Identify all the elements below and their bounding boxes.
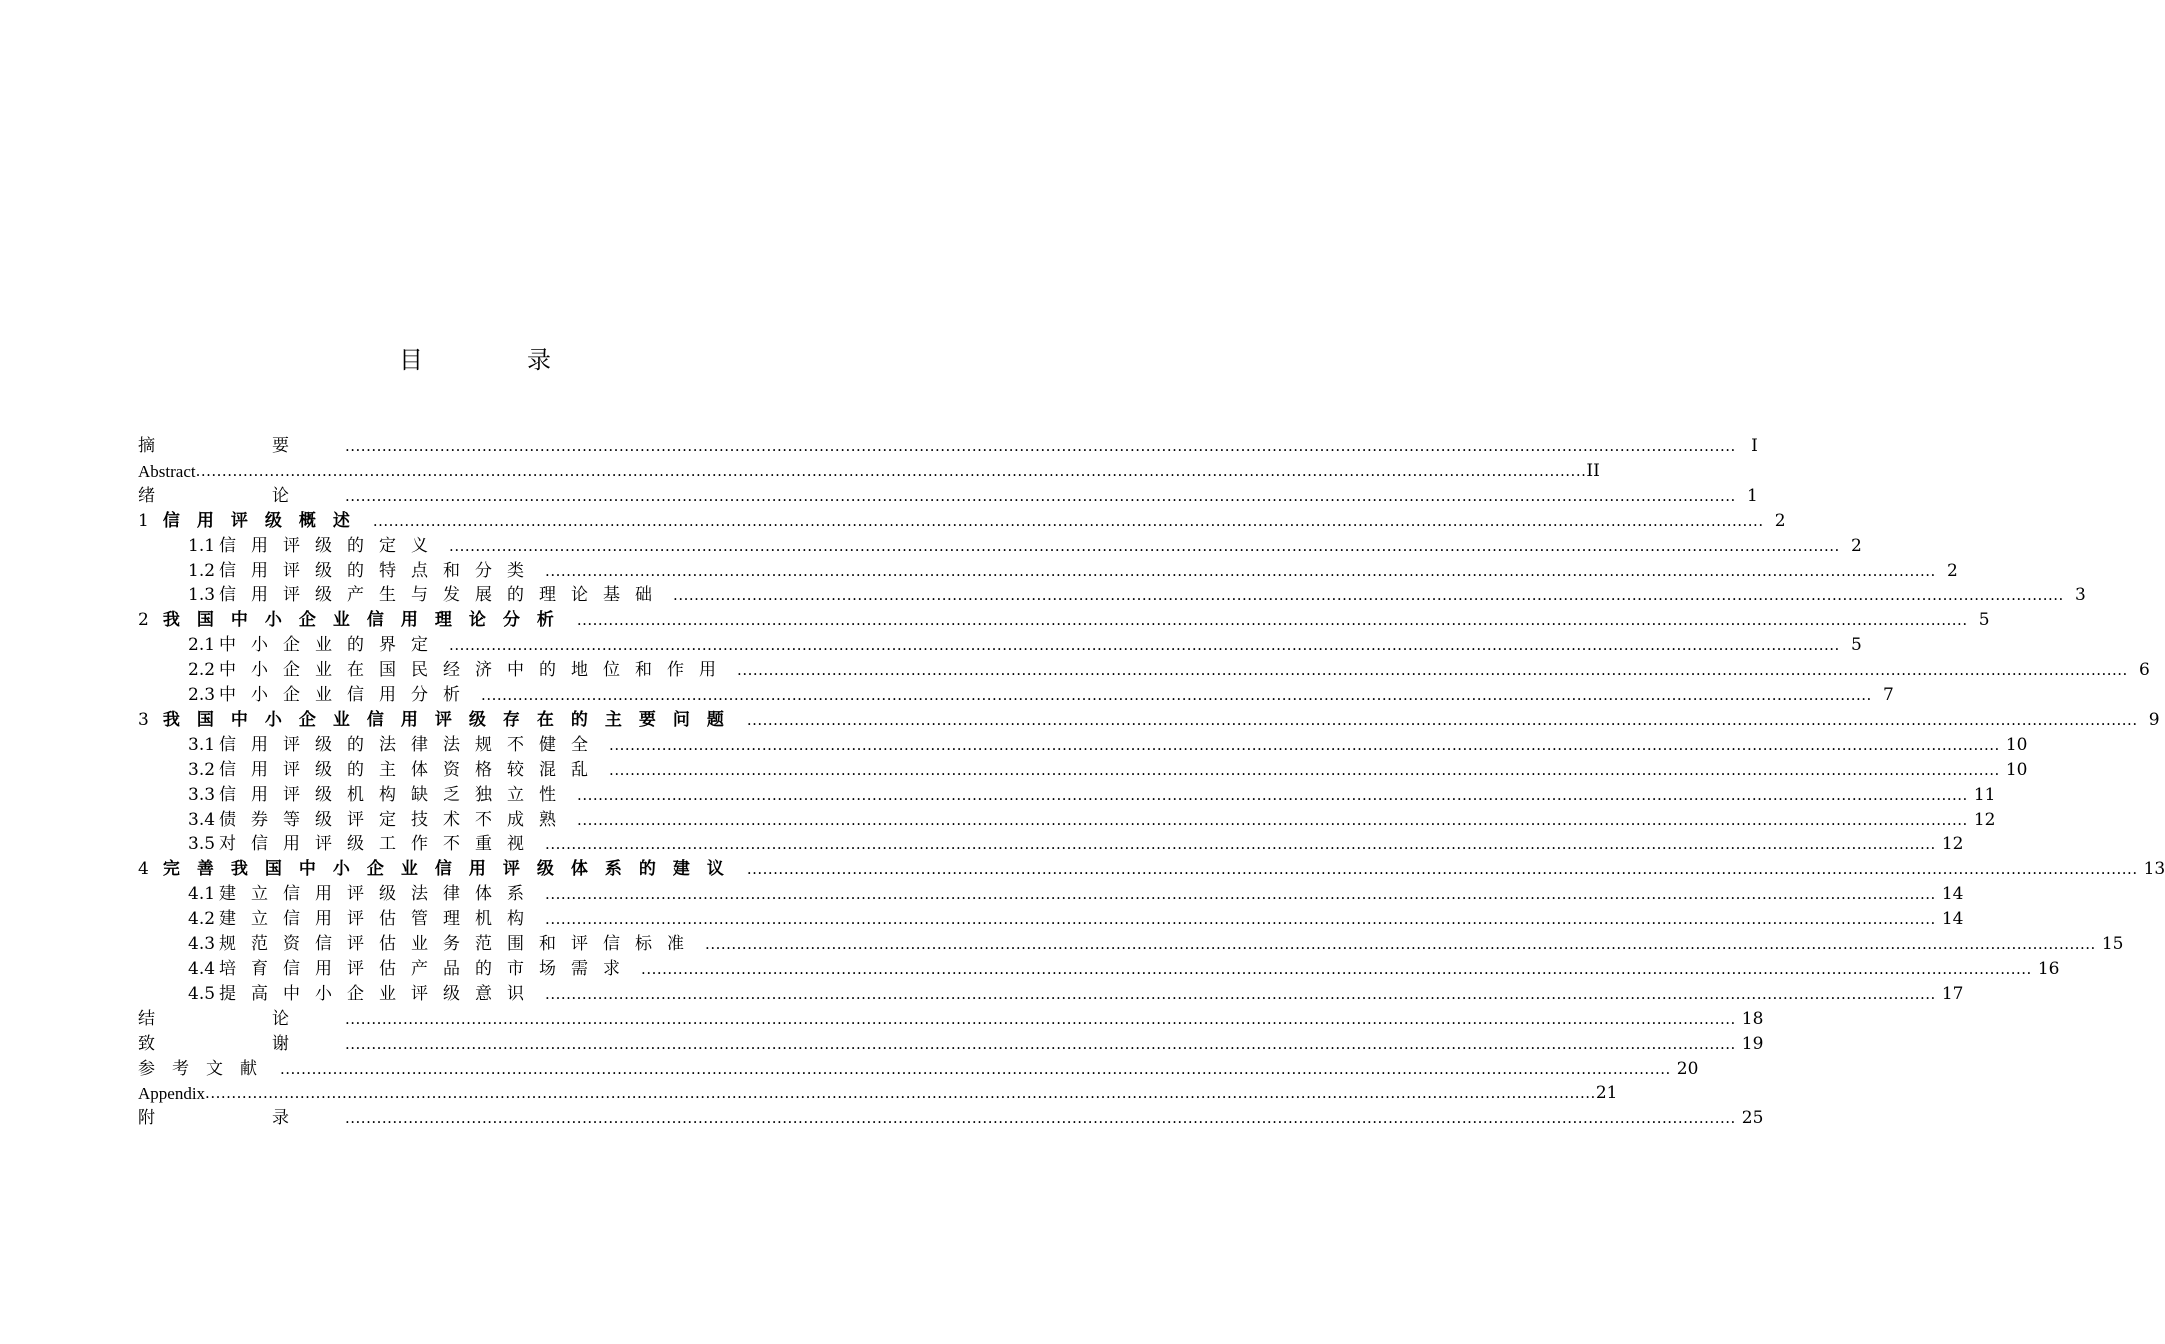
toc-entry-number: 4.1 <box>188 884 216 905</box>
toc-entry-page: 10 <box>2005 734 2028 755</box>
toc-entry-number: 3.3 <box>188 784 216 805</box>
toc-entry[interactable] <box>138 1106 1764 1131</box>
toc-entry[interactable] <box>138 708 2160 733</box>
toc-entry-title: 中小企业的界定 <box>219 635 444 656</box>
toc-entry-page: 14 <box>1941 909 1964 930</box>
toc-entry-page: 5 <box>1978 610 1990 631</box>
toc-entry-number: 1 <box>138 510 149 531</box>
toc-entry-page: 17 <box>1941 983 1964 1004</box>
toc-entry[interactable] <box>188 758 2028 783</box>
toc-entry[interactable] <box>188 907 1964 932</box>
toc-entry-title: 信用评级概述 <box>162 510 367 531</box>
toc-dot-leader: ........................................................................................................................................................................................................................................................................ <box>345 1034 1736 1053</box>
toc-entry[interactable] <box>138 608 1990 633</box>
toc-entry[interactable] <box>188 832 1964 857</box>
toc-entry[interactable] <box>188 733 2028 758</box>
toc-entry-number: 3 <box>138 709 149 730</box>
toc-entry-title: 我国中小企业信用评级存在的主要问题 <box>162 709 741 730</box>
toc-entry[interactable]: Appendix ........................................................................................................................................................................................................................................................................ 21 <box>138 1081 852 1106</box>
toc-entry-title: 信用评级的定义 <box>219 535 444 556</box>
toc-entry-page: 20 <box>1676 1058 1699 1079</box>
toc-dot-leader: ........................................................................................................................................................................................................................................................................ <box>449 636 1840 655</box>
toc-entry-title: 对信用评级工作不重视 <box>219 834 540 855</box>
toc-entry-number: 4.5 <box>188 983 216 1004</box>
toc-entry-page: 6 <box>2139 660 2150 681</box>
toc-entry-page: 12 <box>1973 809 1996 830</box>
toc-entry-title: 信用评级的法律法规不健全 <box>219 734 604 755</box>
toc-dot-leader: ........................................................................................................................................................................................................................................................................ <box>577 785 1968 804</box>
toc-entry-number: 3.2 <box>188 759 216 780</box>
toc-entry-page: 13 <box>2143 859 2165 880</box>
toc-entry[interactable] <box>188 982 1964 1007</box>
toc-entry-number: 3.1 <box>188 734 216 755</box>
toc-dot-leader: ........................................................................................................................................................................................................................................................................ <box>372 511 1764 530</box>
toc-dot-leader: ........................................................................................................................................................................................................................................................................ <box>280 1059 1671 1078</box>
toc-entry[interactable] <box>188 683 1894 708</box>
toc-entry-page: 2 <box>1947 560 1958 581</box>
toc-entry-title: 绪 论 <box>138 485 339 506</box>
toc-entry-title: 培育信用评估产品的市场需求 <box>219 958 636 979</box>
toc-entry-title: 致 谢 <box>138 1033 339 1054</box>
toc-entry[interactable] <box>188 559 1958 584</box>
toc-entry-title: 债券等级评定技术不成熟 <box>219 809 572 830</box>
toc-dot-leader: ........................................................................................................................................................................................................................................................................ <box>673 586 2064 605</box>
toc-entry-number: 4 <box>138 859 149 880</box>
toc-dot-leader: ........................................................................................................................................................................................................................................................................ <box>545 885 1936 904</box>
toc-entry-page: 3 <box>2075 585 2086 606</box>
toc-entry-number: 1.3 <box>188 585 216 606</box>
toc-entry-title: 信用评级机构缺乏独立性 <box>219 784 572 805</box>
toc-entry[interactable] <box>188 783 1996 808</box>
toc-dot-leader: ........................................................................................................................................................................................................................................................................ <box>576 611 1968 630</box>
toc-entry[interactable] <box>188 932 2124 957</box>
toc-entry[interactable] <box>188 534 1862 559</box>
toc-title: 目 录 <box>399 346 591 374</box>
toc-entry[interactable] <box>188 633 1862 658</box>
toc-entry-title: 信用评级产生与发展的理论基础 <box>219 585 668 606</box>
toc-entry-title: 中小企业信用分析 <box>219 685 476 705</box>
toc-dot-leader: ........................................................................................................................................................................................................................................................................ <box>577 810 1968 829</box>
toc-dot-leader: ........................................................................................................................................................................................................................................................................ <box>345 1109 1736 1128</box>
toc-entry-number: 3.4 <box>188 809 216 830</box>
toc-entry-page: 15 <box>2101 934 2124 954</box>
toc-dot-leader: ........................................................................................................................................................................................................................................................................ <box>641 959 2032 978</box>
toc-entry-title: 信用评级的主体资格较混乱 <box>219 759 604 780</box>
toc-entry-page: 2 <box>1774 510 1786 531</box>
toc-dot-leader: ........................................................................................................................................................................................................................................................................ <box>205 1084 1596 1103</box>
toc-entry-number: 2 <box>138 610 149 631</box>
toc-entry[interactable] <box>188 882 1964 907</box>
toc-dot-leader: ........................................................................................................................................................................................................................................................................ <box>545 910 1936 929</box>
toc-entry[interactable] <box>138 857 2165 882</box>
toc-entry-page: I <box>1751 436 1758 456</box>
toc-entry-title: 摘 要 <box>138 436 339 456</box>
toc-entry-title: 完善我国中小企业信用评级体系的建议 <box>162 859 741 880</box>
toc-entry-title: 结 论 <box>138 1008 339 1029</box>
toc-dot-leader: ........................................................................................................................................................................................................................................................................ <box>737 661 2128 680</box>
toc-entry[interactable] <box>138 1007 1764 1032</box>
toc-dot-leader: ........................................................................................................................................................................................................................................................................ <box>345 1009 1736 1028</box>
toc-dot-leader: ........................................................................................................................................................................................................................................................................ <box>746 710 2138 729</box>
toc-entry-page: 9 <box>2148 709 2160 730</box>
toc-dot-leader: ........................................................................................................................................................................................................................................................................ <box>545 835 1936 854</box>
toc-entry-number: 3.5 <box>188 834 216 855</box>
toc-entry[interactable] <box>188 808 1996 833</box>
toc-entry-number: 4.2 <box>188 909 216 930</box>
toc-dot-leader: ........................................................................................................................................................................................................................................................................ <box>345 486 1736 505</box>
toc-entry-page: 18 <box>1741 1008 1764 1029</box>
toc-entry-page: 16 <box>2037 958 2060 979</box>
toc-entry-title: 附 录 <box>138 1108 339 1129</box>
toc-dot-leader: ........................................................................................................................................................................................................................................................................ <box>545 984 1936 1003</box>
toc-dot-leader: ........................................................................................................................................................................................................................................................................ <box>746 860 2138 879</box>
toc-entry[interactable] <box>188 583 2086 608</box>
toc-entry[interactable] <box>138 484 1758 509</box>
toc-entry-page: 10 <box>2005 759 2028 780</box>
toc-dot-leader: ........................................................................................................................................................................................................................................................................ <box>705 935 2096 953</box>
toc-dot-leader: ........................................................................................................................................................................................................................................................................ <box>345 437 1736 455</box>
toc-entry-number: 2.1 <box>188 635 216 656</box>
toc-entry-title: 参考文献 <box>138 1058 274 1079</box>
toc-entry[interactable]: Abstract ........................................................................................................................................................................................................................................................................ II <box>138 459 852 484</box>
toc-dot-leader: ........................................................................................................................................................................................................................................................................ <box>545 561 1936 580</box>
toc-dot-leader: ........................................................................................................................................................................................................................................................................ <box>609 735 2000 754</box>
toc-entry-title: 建立信用评级法律体系 <box>219 884 540 905</box>
toc-dot-leader: ........................................................................................................................................................................................................................................................................ <box>449 536 1840 555</box>
toc-dot-leader: ........................................................................................................................................................................................................................................................................ <box>195 461 1587 480</box>
toc-entry-title: 提高中小企业评级意识 <box>219 983 540 1004</box>
toc-entry-page: 1 <box>1746 485 1758 506</box>
toc-entry-number: 2.2 <box>188 660 216 681</box>
toc-entry[interactable] <box>138 1057 1699 1082</box>
toc-entry-page: 19 <box>1741 1033 1764 1054</box>
toc-entry-title: 中小企业在国民经济中的地位和作用 <box>219 660 732 681</box>
toc-entry-page: 2 <box>1851 535 1862 556</box>
toc-entry-title: 建立信用评估管理机构 <box>219 909 540 930</box>
toc-entry-number: 4.4 <box>188 958 216 979</box>
toc-entry[interactable] <box>138 509 1786 534</box>
toc-entry-page: 5 <box>1851 635 1862 656</box>
toc-dot-leader: ........................................................................................................................................................................................................................................................................ <box>481 686 1872 704</box>
toc-entry-title: 规范资信评估业务范围和评信标准 <box>219 934 700 954</box>
toc-entry[interactable] <box>188 658 2150 683</box>
toc-entry[interactable] <box>138 434 1758 459</box>
toc-entry-title: 我国中小企业信用理论分析 <box>162 610 571 631</box>
toc-entry-number: 4.3 <box>188 934 216 954</box>
toc-entry-number: 1.2 <box>188 560 216 581</box>
toc-entry-title: Abstract <box>138 461 196 481</box>
toc-entry-number: 1.1 <box>188 535 216 556</box>
toc-entry-page: 7 <box>1883 685 1894 705</box>
toc-entry-page: 12 <box>1941 834 1964 855</box>
toc-entry-page: 25 <box>1741 1108 1764 1129</box>
toc-entry-title: 信用评级的特点和分类 <box>219 560 540 581</box>
toc-entry[interactable] <box>138 1032 1764 1057</box>
toc-entry-title: Appendix <box>138 1084 206 1104</box>
toc-entry-number: 2.3 <box>188 685 216 705</box>
toc-entry-page: 14 <box>1941 884 1964 905</box>
toc-entry-page: 11 <box>1973 784 1996 805</box>
toc-dot-leader: ........................................................................................................................................................................................................................................................................ <box>609 760 2000 779</box>
toc-entry[interactable] <box>188 957 2060 982</box>
